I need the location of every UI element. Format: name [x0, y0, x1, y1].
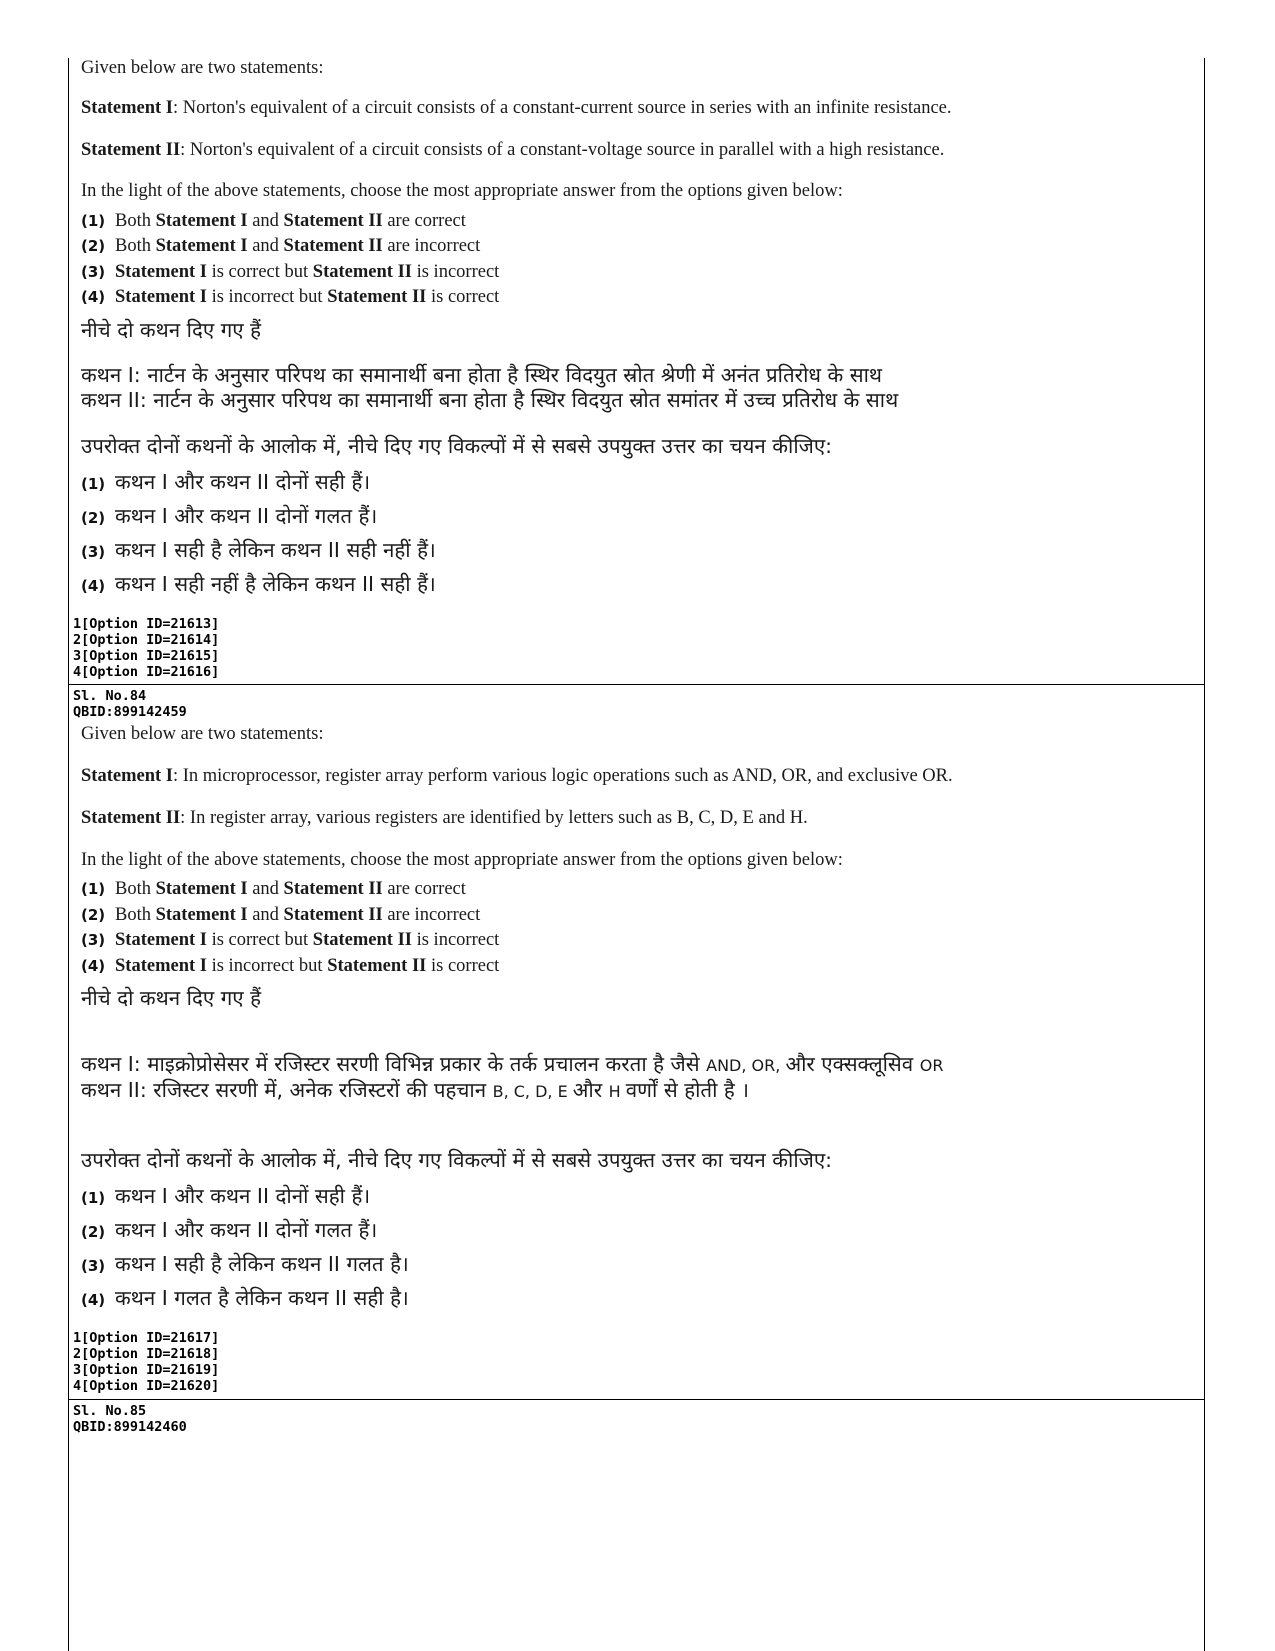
q83-option-en-1: (1) Both Statement I and Statement II are correct — [81, 211, 466, 231]
q83-hindi-instruction: उपरोक्त दोनों कथनों के आलोक में, नीचे दिए गए विकल्पों में से सबसे उपयुक्त उत्तर का चयन कीजिए: — [81, 434, 833, 458]
option-id: 3[Option ID=21615] — [73, 648, 220, 664]
q83-intro: Given below are two statements: — [81, 58, 324, 78]
option-id: 1[Option ID=21617] — [73, 1330, 220, 1346]
q84-hindi-statement-1: कथन I: माइक्रोप्रोसेसर में रजिस्टर सरणी विभिन्न प्रकार के तर्क प्रचालन करता है जैसे AND, OR, और एक्सक्लूसिव OR — [81, 1052, 944, 1076]
q84-option-en-3: (3) Statement I is correct but Statement II is incorrect — [81, 930, 500, 950]
question-paper-frame — [68, 58, 1205, 1651]
q83-option-en-4: (4) Statement I is incorrect but Statement II is correct — [81, 287, 500, 307]
option-id: 1[Option ID=21613] — [73, 616, 220, 632]
question-divider — [69, 684, 1204, 685]
q83-hindi-statement-1: कथन I: नार्टन के अनुसार परिपथ का समानार्थी बना होता है स्थिर विदयुत स्रोत श्रेणी में अनंत प्रतिरोध के साथ — [81, 363, 883, 387]
q83-option-hi-3: (3) कथन I सही है लेकिन कथन II सही नहीं हैं। — [81, 538, 436, 562]
q83-option-en-2: (2) Both Statement I and Statement II are incorrect — [81, 236, 481, 256]
q84-header — [73, 688, 187, 720]
serial-number: Sl. No.84 — [73, 688, 147, 704]
option-id: 2[Option ID=21618] — [73, 1346, 220, 1362]
q83-option-hi-1: (1) कथन I और कथन II दोनों सही हैं। — [81, 470, 371, 494]
q84-statement-1: Statement I: In microprocessor, register array perform various logic operations such as AND, OR, and exclusive OR. — [81, 766, 953, 786]
q83-instruction: In the light of the above statements, choose the most appropriate answer from the options given below: — [81, 181, 843, 201]
option-id: 4[Option ID=21620] — [73, 1378, 220, 1394]
question-divider — [69, 1399, 1204, 1400]
q83-option-hi-2: (2) कथन I और कथन II दोनों गलत हैं। — [81, 504, 378, 528]
qbid: QBID:899142460 — [73, 1419, 187, 1435]
q84-option-en-1: (1) Both Statement I and Statement II are correct — [81, 879, 466, 899]
q84-statement-2: Statement II: In register array, various registers are identified by letters such as B, C, D, E and H. — [81, 808, 808, 828]
q84-hindi-statement-2: कथन II: रजिस्टर सरणी में, अनेक रजिस्टरों की पहचान B, C, D, E और H वर्णों से होती है । — [81, 1078, 750, 1102]
q83-option-ids — [73, 616, 219, 680]
q84-option-ids — [73, 1330, 219, 1394]
q83-option-hi-4: (4) कथन I सही नहीं है लेकिन कथन II सही हैं। — [81, 572, 436, 596]
q85-header — [73, 1403, 187, 1435]
option-id: 4[Option ID=21616] — [73, 664, 220, 680]
q84-option-hi-2: (2) कथन I और कथन II दोनों गलत हैं। — [81, 1218, 378, 1242]
q84-option-hi-3: (3) कथन I सही है लेकिन कथन II गलत है। — [81, 1252, 409, 1276]
q84-option-hi-4: (4) कथन I गलत है लेकिन कथन II सही है। — [81, 1286, 409, 1310]
option-id: 3[Option ID=21619] — [73, 1362, 220, 1378]
q84-instruction: In the light of the above statements, choose the most appropriate answer from the options given below: — [81, 850, 843, 870]
q83-statement-1: Statement I: Norton's equivalent of a circuit consists of a constant-current source in series with an infinite resistance. — [81, 98, 952, 118]
q84-hindi-intro: नीचे दो कथन दिए गए हैं — [81, 986, 261, 1010]
q84-hindi-instruction: उपरोक्त दोनों कथनों के आलोक में, नीचे दिए गए विकल्पों में से सबसे उपयुक्त उत्तर का चयन कीजिए: — [81, 1148, 833, 1172]
option-id: 2[Option ID=21614] — [73, 632, 220, 648]
serial-number: Sl. No.85 — [73, 1403, 147, 1419]
qbid: QBID:899142459 — [73, 704, 187, 720]
q84-option-hi-1: (1) कथन I और कथन II दोनों सही हैं। — [81, 1184, 371, 1208]
q83-option-en-3: (3) Statement I is correct but Statement II is incorrect — [81, 262, 500, 282]
q83-statement-2: Statement II: Norton's equivalent of a circuit consists of a constant-voltage source in parallel with a high resistance. — [81, 140, 945, 160]
q83-hindi-statement-2: कथन II: नार्टन के अनुसार परिपथ का समानार्थी बना होता है स्थिर विदयुत स्रोत समांतर में उच्च प्रतिरोध के साथ — [81, 388, 899, 412]
q84-option-en-2: (2) Both Statement I and Statement II are incorrect — [81, 905, 481, 925]
q83-hindi-intro: नीचे दो कथन दिए गए हैं — [81, 318, 261, 342]
q84-intro: Given below are two statements: — [81, 724, 324, 744]
q84-option-en-4: (4) Statement I is incorrect but Statement II is correct — [81, 956, 500, 976]
